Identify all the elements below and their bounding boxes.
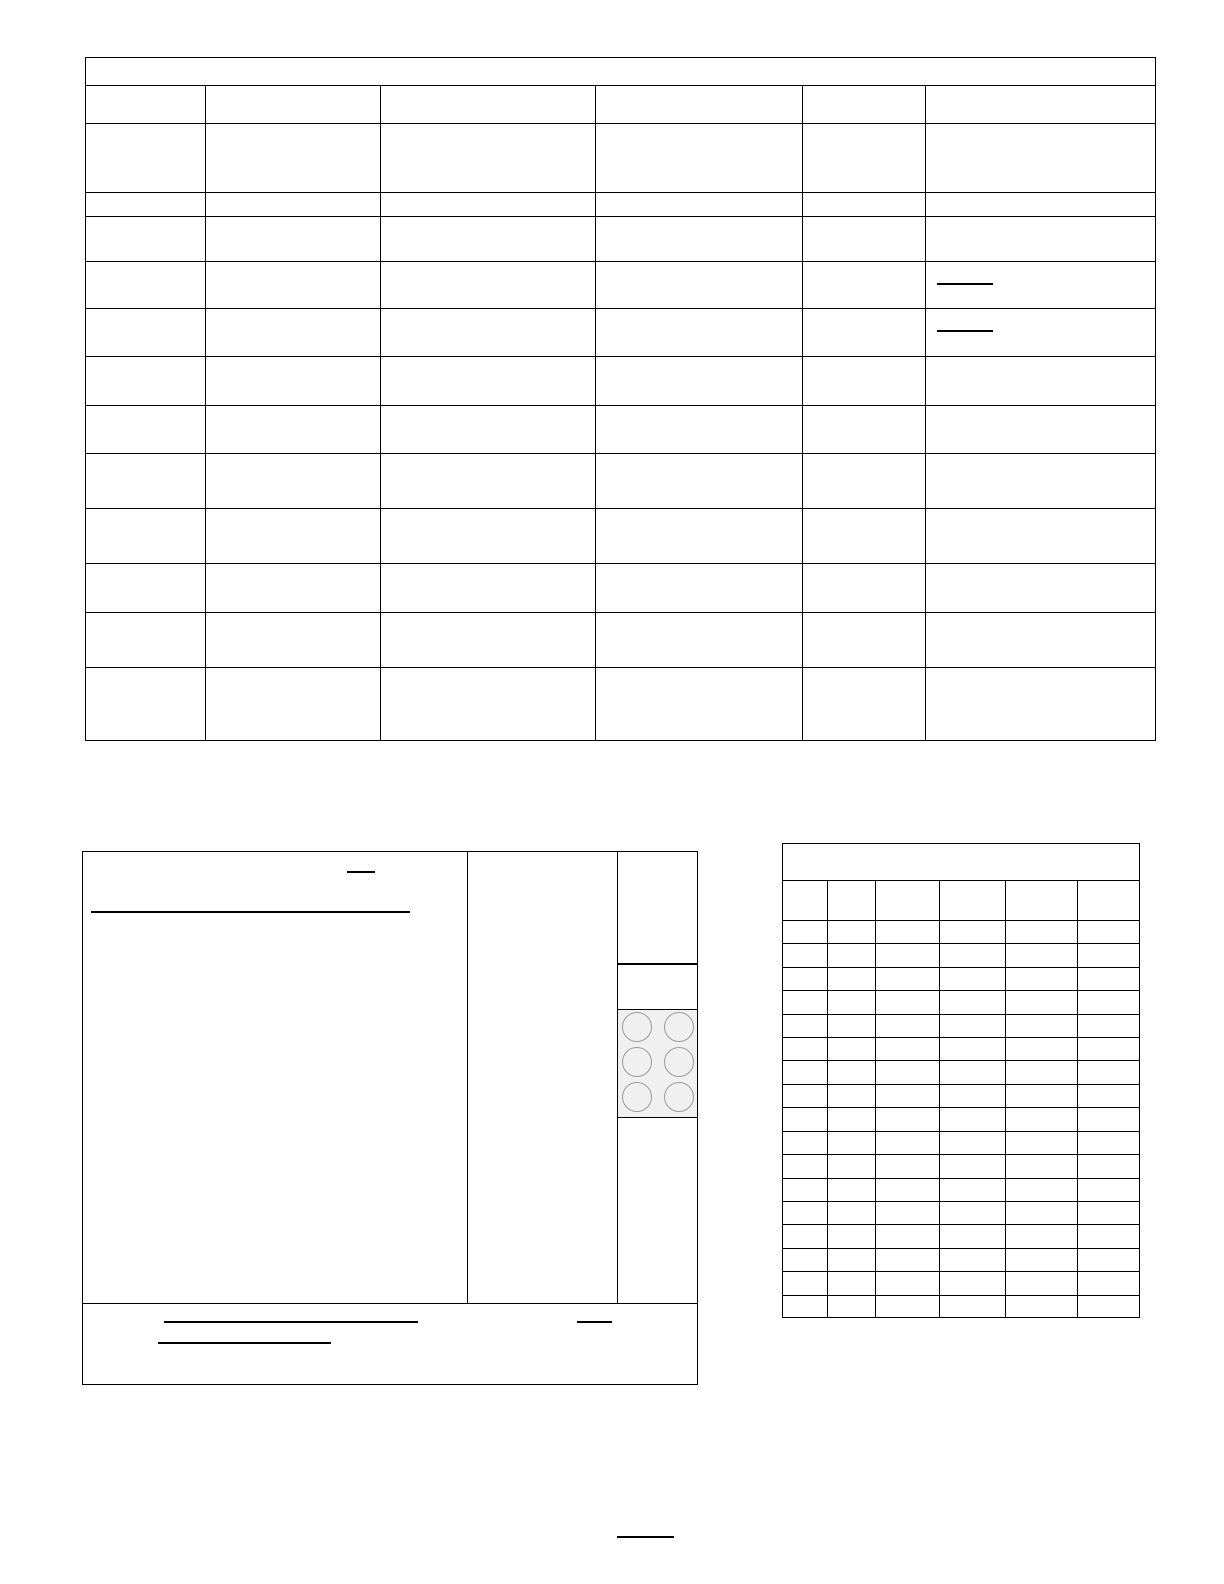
top-table-row-line	[86, 308, 1155, 309]
left-panel-footer-divider	[83, 1303, 697, 1304]
top-table-row-line	[86, 123, 1155, 124]
right-table-header-line	[783, 880, 1139, 881]
top-table-field-underline	[937, 330, 993, 332]
right-table-row-line	[783, 1295, 1139, 1296]
top-table-col-line	[380, 85, 381, 740]
circle-grid-bottom	[618, 1117, 697, 1118]
top-table-row-line	[86, 667, 1155, 668]
right-table-row-line	[783, 1107, 1139, 1108]
right-table-row-line	[783, 1224, 1139, 1225]
top-table-row-line	[86, 563, 1155, 564]
right-table-row-line	[783, 920, 1139, 921]
top-table-row-line	[86, 356, 1155, 357]
top-table-col-line	[802, 85, 803, 740]
right-table-col-line	[827, 880, 828, 1317]
top-table-row-line	[86, 261, 1155, 262]
top-table-row-line	[86, 216, 1155, 217]
signature-line	[91, 911, 410, 913]
right-table-col-line	[875, 880, 876, 1317]
left-panel-divider-1	[467, 852, 468, 1304]
top-table-row-line	[86, 405, 1155, 406]
option-circle-5[interactable]	[622, 1082, 652, 1112]
top-table-field-underline	[937, 283, 993, 285]
right-table-row-line	[783, 943, 1139, 944]
right-table-row-line	[783, 1014, 1139, 1015]
right-table-row-line	[783, 1271, 1139, 1272]
top-table-col-line	[205, 85, 206, 740]
right-table-row-line	[783, 1201, 1139, 1202]
top-table-border	[85, 57, 1156, 741]
right-table-row-line	[783, 1084, 1139, 1085]
right-table-row-line	[783, 1060, 1139, 1061]
right-table-row-line	[783, 1037, 1139, 1038]
top-table-col-line	[925, 85, 926, 740]
right-table-row-line	[783, 1131, 1139, 1132]
header-field-underline	[347, 871, 375, 873]
right-table-row-line	[783, 967, 1139, 968]
option-circle-1[interactable]	[622, 1012, 652, 1042]
right-table-row-line	[783, 990, 1139, 991]
top-table-row-line	[86, 612, 1155, 613]
right-table-row-line	[783, 1154, 1139, 1155]
top-table-row-line	[86, 453, 1155, 454]
footer-field-3-underline	[158, 1342, 331, 1344]
top-table-row-line	[86, 85, 1155, 86]
top-table-row-line	[86, 192, 1155, 193]
top-table-col-line	[595, 85, 596, 740]
option-circle-6[interactable]	[664, 1082, 694, 1112]
right-table-border	[782, 843, 1140, 1318]
top-table-row-line	[86, 508, 1155, 509]
right-table-col-line	[1005, 880, 1006, 1317]
footer-field-2-underline	[577, 1321, 612, 1323]
right-table-row-line	[783, 1178, 1139, 1179]
page-number-underline	[617, 1536, 674, 1538]
left-panel-border	[82, 851, 698, 1385]
right-table-col-line	[939, 880, 940, 1317]
footer-field-1-underline	[164, 1321, 418, 1323]
option-circle-4[interactable]	[664, 1047, 694, 1077]
option-circle-3[interactable]	[622, 1047, 652, 1077]
right-table-col-line	[1077, 880, 1078, 1317]
option-circle-2[interactable]	[664, 1012, 694, 1042]
right-top-box-bottom	[618, 963, 697, 965]
right-table-row-line	[783, 1248, 1139, 1249]
